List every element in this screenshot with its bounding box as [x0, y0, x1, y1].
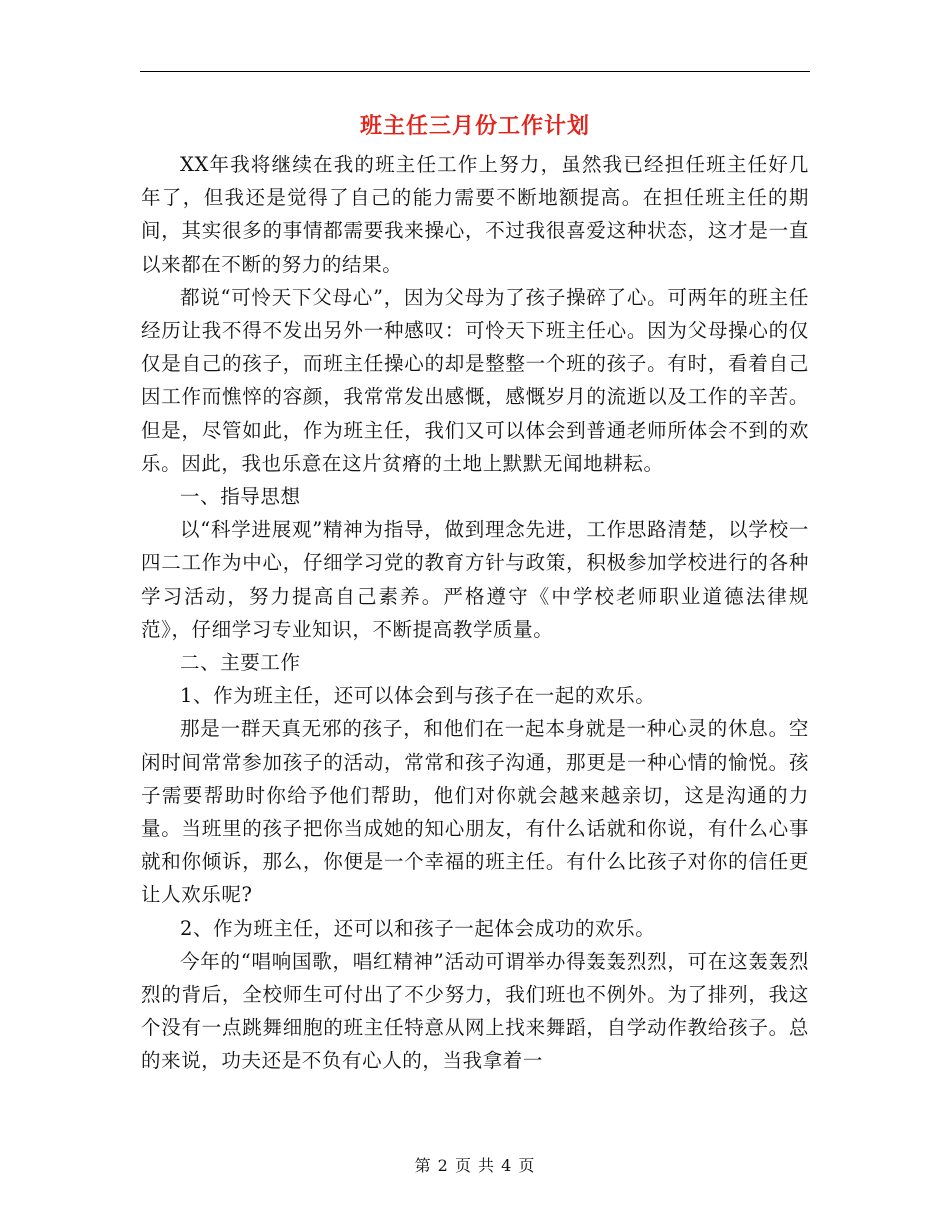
paragraph-parents-heart: 都说“可怜天下父母心”，因为父母为了孩子操碎了心。可两年的班主任经历让我不得不发出另外一种感叹：可怜天下班主任心。因为父母操心的仅仅是自己的孩子，而班主任操心的却是整整一个班的孩子。有时，看着自己因工作而憔悴的容颜，我常常发出感慨，感慨岁月的流逝以及工作的辛苦。但是，尽管如此，作为班主任，我们又可以体会到普通老师所体会不到的欢乐。因此，我也乐意在这片贫瘠的土地上默默无闻地耕耘。 — [141, 285, 809, 475]
section-heading-guiding-thought: 一、指导思想 — [180, 485, 301, 509]
section-heading-main-work: 二、主要工作 — [180, 651, 301, 675]
document-body — [141, 148, 809, 1078]
document-title: 班主任三月份工作计划 — [359, 113, 590, 139]
paragraph-intro: XX年我将继续在我的班主任工作上努力，虽然我已经担任班主任好几年了，但我还是觉得了自己的能力需要不断地额提高。在担任班主任的期间，其实很多的事情都需要我来操心，不过我很喜爱这种状态，这才是一直以来都在不断的努力的结果。 — [141, 153, 809, 276]
header-rule — [140, 71, 810, 72]
paragraph-joy-of-success: 今年的“唱响国歌，唱红精神”活动可谓举办得轰轰烈烈，可在这轰轰烈烈的背后，全校师生可付出了不少努力，我们班也不例外。为了排列，我这个没有一点跳舞细胞的班主任特意从网上找来舞蹈，自学动作教给孩子。总的来说，功夫还是不负有心人的，当我拿着一 — [141, 949, 809, 1073]
subheading-joy-of-success: 2、作为班主任，还可以和孩子一起体会成功的欢乐。 — [180, 916, 656, 940]
paragraph-guiding-thought: 以“科学进展观”精神为指导，做到理念先进，工作思路清楚，以学校一四二工作为中心，仔细学习党的教育方针与政策，积极参加学校进行的各种学习活动，努力提高自己素养。严格遵守《中学校老师职业道德法律规范》，仔细学习专业知识，不断提高教学质量。 — [141, 518, 809, 641]
page-number-footer: 第 2 页 共 4 页 — [414, 1156, 536, 1175]
paragraph-joy-with-children: 那是一群天真无邪的孩子，和他们在一起本身就是一种心灵的休息。空闲时间常常参加孩子的活动，常常和孩子沟通，那更是一种心情的愉悦。孩子需要帮助时你给予他们帮助，他们对你就会越来越亲切，这是沟通的力量。当班里的孩子把你当成她的知心朋友，有什么话就和你说，有什么心事就和你倾诉，那么，你便是一个幸福的班主任。有什么比孩子对你的信任更让人欢乐呢? — [141, 717, 809, 907]
subheading-joy-with-children: 1、作为班主任，还可以体会到与孩子在一起的欢乐。 — [180, 684, 656, 708]
